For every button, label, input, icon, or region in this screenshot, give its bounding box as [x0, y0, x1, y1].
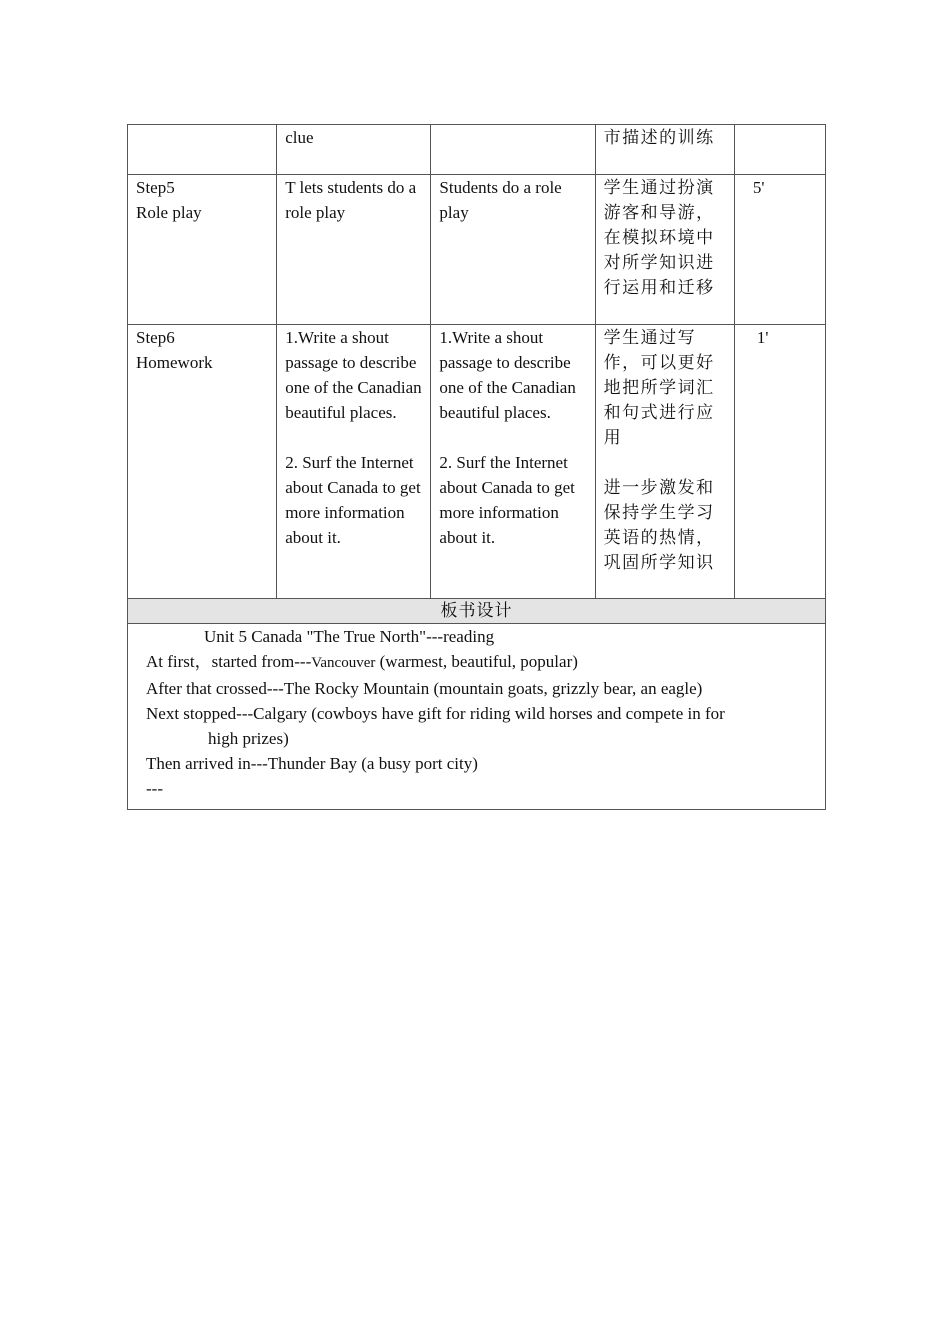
student-activity-cell	[431, 125, 595, 175]
lesson-plan-table	[127, 124, 826, 810]
board-design-heading: 板书设计	[128, 599, 826, 624]
step-cell	[128, 125, 277, 175]
board-line-1: At first，started from---Vancouver (warmest, beautiful, popular)	[146, 652, 578, 671]
step-cell: Step6 Homework	[128, 325, 277, 599]
teacher-homework-2: 2. Surf the Internet about Canada to get more information about it.	[285, 453, 421, 547]
board-line-3: Next stopped---Calgary (cowboys have gift for riding wild horses and compete in for	[146, 704, 725, 723]
board-design-content	[128, 624, 826, 810]
table-row	[128, 325, 826, 599]
board-line-4: Then arrived in---Thunder Bay (a busy port city)	[146, 754, 478, 773]
board-line-5: ---	[146, 779, 163, 798]
board-line-3-continued: high prizes)	[208, 729, 289, 748]
purpose-cell: 学生通过扮演游客和导游，在模拟环境中对所学知识进行运用和迁移	[595, 175, 734, 325]
board-design-body-row	[128, 624, 826, 810]
table-row	[128, 125, 826, 175]
student-homework-2: 2. Surf the Internet about Canada to get more information about it.	[439, 453, 575, 547]
student-activity-cell	[431, 325, 595, 599]
step-cell: Step5 Role play	[128, 175, 277, 325]
purpose-homework-1: 学生通过写作，可以更好地把所学词汇和句式进行应用	[603, 328, 715, 447]
time-cell	[734, 125, 825, 175]
table-row	[128, 175, 826, 325]
teacher-activity-cell: clue	[277, 125, 431, 175]
student-activity-cell: Students do a role play	[431, 175, 595, 325]
purpose-homework-2: 进一步激发和保持学生学习英语的热情，巩固所学知识	[603, 478, 715, 572]
time-cell: 5'	[734, 175, 825, 325]
purpose-cell	[595, 325, 734, 599]
teacher-homework-1: 1.Write a shout passage to describe one of the Canadian beautiful places.	[285, 328, 422, 422]
student-homework-1: 1.Write a shout passage to describe one of the Canadian beautiful places.	[439, 328, 576, 422]
board-line-2: After that crossed---The Rocky Mountain (mountain goats, grizzly bear, an eagle)	[146, 679, 703, 698]
teacher-activity-cell: T lets students do a role play	[277, 175, 431, 325]
purpose-cell: 市描述的训练	[595, 125, 734, 175]
time-cell: 1'	[734, 325, 825, 599]
board-title: Unit 5 Canada "The True North"---reading	[204, 627, 495, 646]
board-design-header-row	[128, 599, 826, 624]
teacher-activity-cell	[277, 325, 431, 599]
